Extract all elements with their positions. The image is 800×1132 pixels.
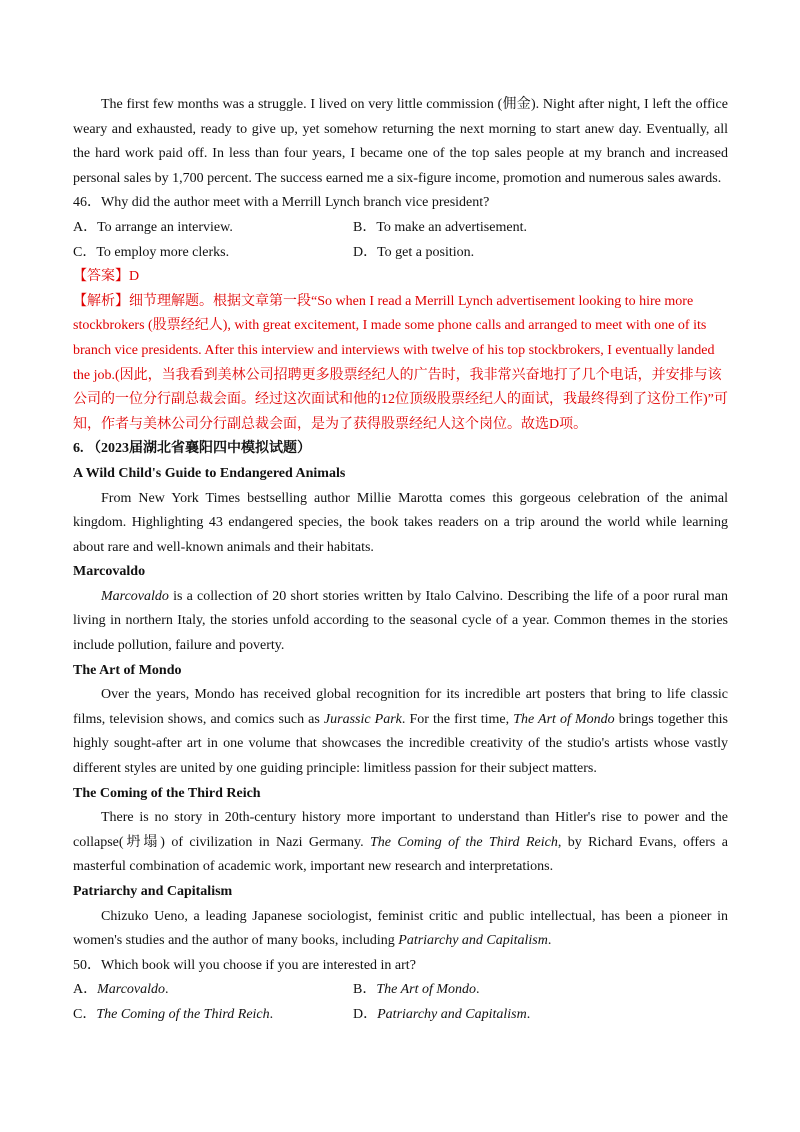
passage-paragraph: The first few months was a struggle. I lived on very little commission (佣金). Night after night, I left the office weary and exhausted, ready to give up, yet somehow returning the next morning to start anew day. Eventually, all the hard work paid off. In less than four years, I became one of the top sales people at my branch and increased personal sales by 1,700 percent. The success earned me a six-figure income, promotion and numerous sales awards. (73, 97, 728, 186)
book-title: Patriarchy and Capitalism (73, 884, 233, 899)
book-title: The Art of Mondo (73, 662, 182, 678)
book-title-italic: Marcovaldo (101, 588, 169, 604)
option-a: A．Marcovaldo. (73, 982, 169, 998)
section-source: （2023届湖北省襄阳四中模拟试题） (87, 441, 311, 457)
book-title: Marcovaldo (73, 564, 146, 580)
section-heading (73, 437, 728, 462)
option-d: D．To get a position. (353, 244, 475, 260)
option-d: D．Patriarchy and Capitalism. (353, 1006, 531, 1022)
book-description: From New York Times bestselling author Millie Marotta comes this gorgeous celebration of the animal kingdom. Highlighting 43 endangered species, the book takes readers on a trip around the world while learning about rare and well-known animals and their habitats. (73, 490, 728, 555)
book-description: There is no story in 20th-century history more important to understand than Hitler's rise to power and the collapse(坍塌) of civilization in Nazi Germany. The Coming of the Third Reich, by Richard Evans, offers a masterful combination of academic work, important new research and interpretations. (73, 810, 728, 875)
book-title: The Coming of the Third Reich (73, 785, 261, 801)
question-46-options-row2 (73, 241, 728, 266)
document-content (73, 93, 728, 1028)
question-46: 46．Why did the author meet with a Merrill Lynch branch vice president? (73, 195, 490, 211)
question-50: 50．Which book will you choose if you are interested in art? (73, 957, 416, 973)
question-50-options-row1 (73, 978, 728, 1003)
question-50-options-row2 (73, 1003, 728, 1028)
option-c: C．To employ more clerks. (73, 244, 230, 260)
book-title: A Wild Child's Guide to Endangered Animals (73, 465, 346, 481)
analysis-text: 【解析】细节理解题。根据文章第一段“So when I read a Merrill Lynch advertisement looking to hire more stockbrokers (股票经纪人), with great excitement, I made some phone calls and arranged to meet with one of its branch vice presidents. After this interview and interviews with twelve of his top stockbrokers, I eventually landed the job.(因此，当我看到美林公司招聘更多股票经纪人的广告时，我非常兴奋地打了几个电话，并安排与该公司的一位分行副总裁会面。经过这次面试和他的12位顶级股票经纪人的面试，我最终得到了这份工作)”可知，作者与美林公司分行副总裁会面，是为了获得股票经纪人这个岗位。故选D项。 (73, 293, 728, 432)
book-description: Chizuko Ueno, a leading Japanese sociologist, feminist critic and public intellectual, has been a pioneer in women's studies and the author of many books, including Patriarchy and Capitalism. (73, 908, 728, 949)
option-b: B．The Art of Mondo. (353, 982, 480, 998)
option-c: C．The Coming of the Third Reich. (73, 1006, 274, 1022)
question-46-options-row1 (73, 216, 728, 241)
option-b: B．To make an advertisement. (353, 219, 527, 235)
section-number: 6. (73, 441, 84, 457)
book-description: Over the years, Mondo has received global recognition for its incredible art posters that bring to life classic films, television shows, and comics such as Jurassic Park. For the first time, The Art of Mondo brings together this highly sought-after art in one volume that showcases the incredible creativity of the studio's artists whose vastly different styles are united by one guiding principle: limitless passion for their subject matters. (73, 687, 728, 777)
book-description: Marcovaldo is a collection of 20 short stories written by Italo Calvino. Describing the life of a poor rural man living in northern Italy, the stories unfold according to the seasonal cycle of a year. Common themes in the stories include pollution, failure and poverty. (73, 588, 728, 654)
option-a: A．To arrange an interview. (73, 219, 233, 235)
answer-line: 【答案】D (73, 269, 140, 285)
